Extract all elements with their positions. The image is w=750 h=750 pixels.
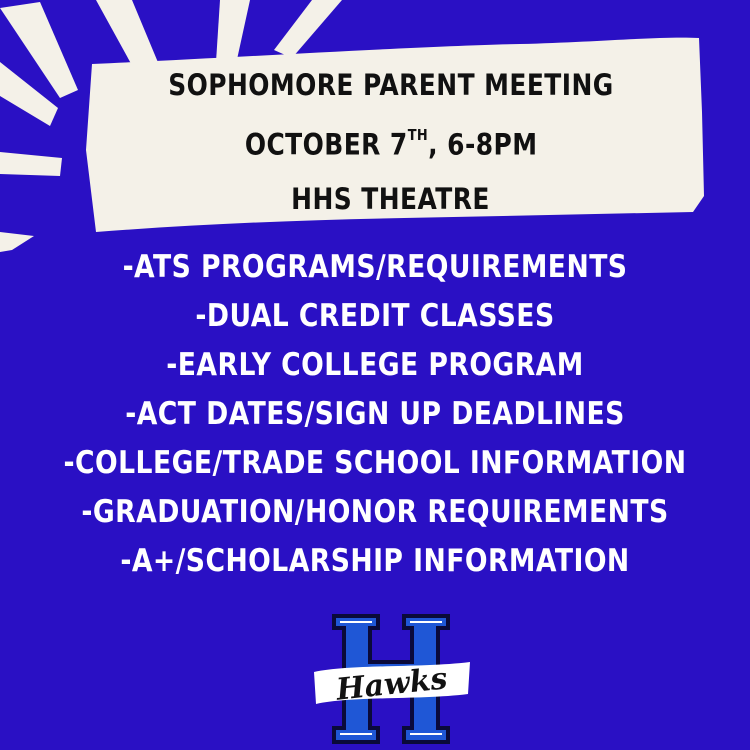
- header-text: [88, 52, 694, 232]
- agenda-item: -DUAL CREDIT CLASSES: [195, 298, 555, 334]
- event-date: [245, 114, 538, 170]
- event-date-main: OCTOBER 7: [244, 127, 408, 162]
- agenda-item: -EARLY COLLEGE PROGRAM: [166, 347, 584, 383]
- event-title: SOPHOMORE PARENT MEETING: [168, 68, 614, 103]
- agenda-list: [0, 243, 750, 586]
- event-time: , 6-8PM: [428, 127, 538, 162]
- event-date-suffix: TH: [407, 126, 429, 145]
- agenda-item: -A+/SCHOLARSHIP INFORMATION: [120, 543, 630, 579]
- agenda-item: -ATS PROGRAMS/REQUIREMENTS: [122, 249, 628, 285]
- agenda-item: -COLLEGE/TRADE SCHOOL INFORMATION: [63, 445, 687, 481]
- logo-script: Hawks: [334, 661, 450, 708]
- hawks-logo: [312, 614, 472, 744]
- event-location: HHS THEATRE: [291, 181, 491, 216]
- agenda-item: -ACT DATES/SIGN UP DEADLINES: [125, 396, 625, 432]
- agenda-item: -GRADUATION/HONOR REQUIREMENTS: [81, 494, 669, 530]
